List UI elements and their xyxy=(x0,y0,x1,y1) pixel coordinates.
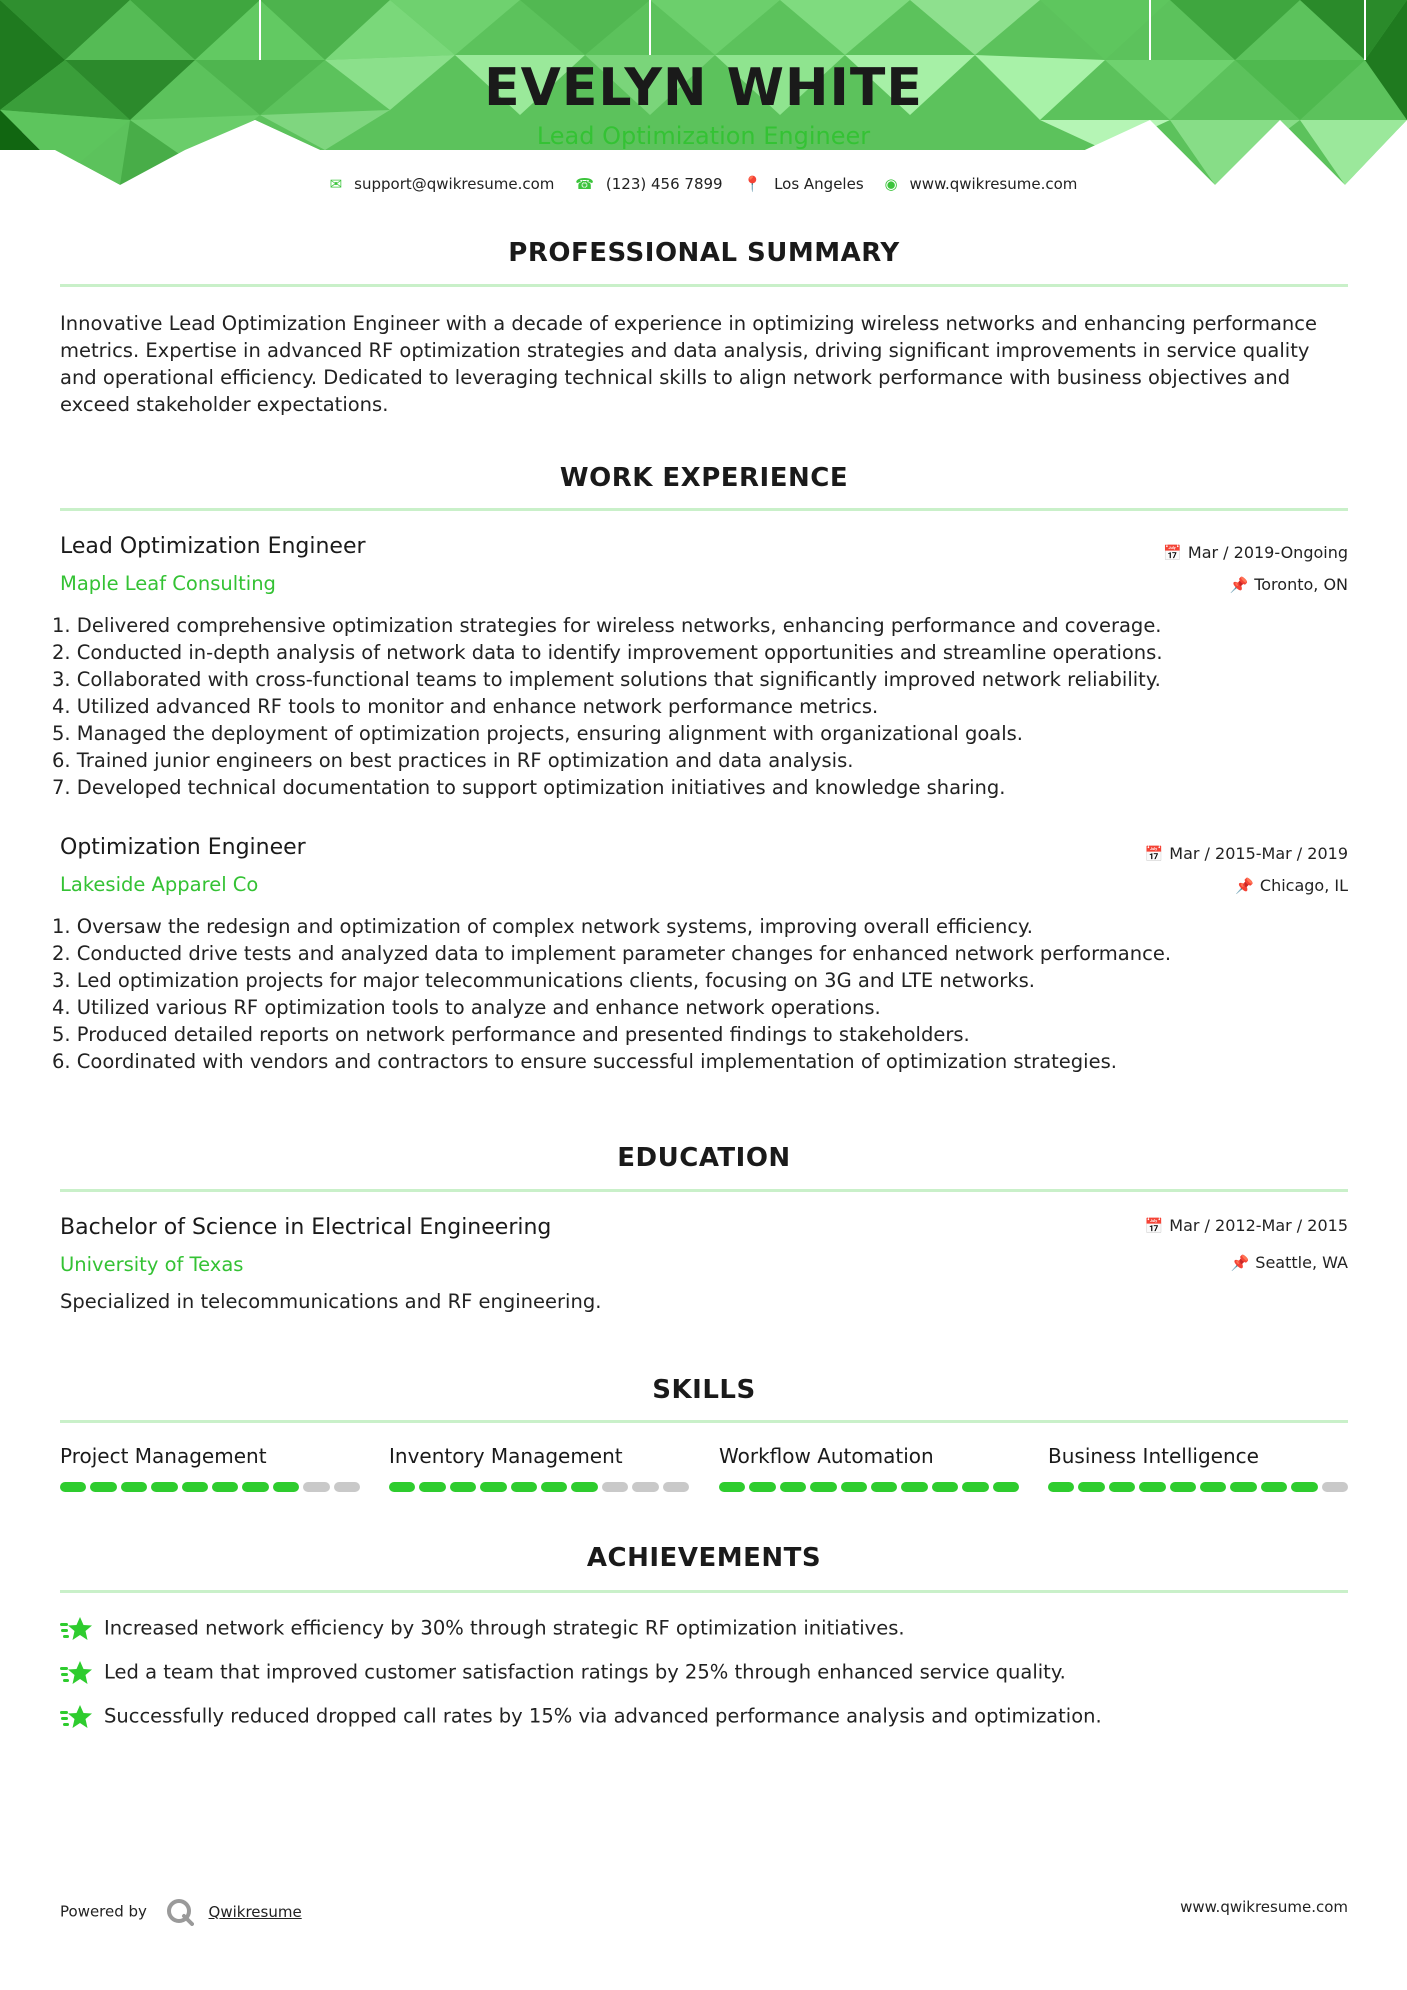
skill-segment-filled xyxy=(389,1482,415,1492)
achievements-heading: ACHIEVEMENTS xyxy=(586,1543,822,1573)
skill-level-bar xyxy=(719,1482,1019,1492)
skill-segment-filled xyxy=(511,1482,537,1492)
list-item: 6. Coordinated with vendors and contractors to ensure successful implementation of optimization strategies. xyxy=(52,1050,1117,1073)
degree-title: Bachelor of Science in Electrical Engineering xyxy=(60,1215,552,1240)
skill-segment-filled xyxy=(749,1482,775,1492)
skill-segment-filled xyxy=(719,1482,745,1492)
skill-segment-filled xyxy=(151,1482,177,1492)
skill-segment-filled xyxy=(1200,1482,1226,1492)
skill-segment-filled xyxy=(780,1482,806,1492)
achievement-item: Successfully reduced dropped call rates by 15% via advanced performance analysis and optimization. xyxy=(60,1703,1348,1731)
skill-segment-filled xyxy=(810,1482,836,1492)
skill-segment-filled xyxy=(273,1482,299,1492)
skill-segment-filled xyxy=(480,1482,506,1492)
experience-divider xyxy=(60,508,1348,511)
skill-segment-filled xyxy=(571,1482,597,1492)
envelope-icon: ✉ xyxy=(329,174,343,193)
job-bullets xyxy=(52,612,1348,801)
list-item: 6. Trained junior engineers on best practices in RF optimization and data analysis. xyxy=(52,749,854,772)
pushpin-icon: 📌 xyxy=(1230,1254,1250,1272)
list-item: 2. Conducted in-depth analysis of network data to identify improvement opportunities and streamline operations. xyxy=(52,641,1163,664)
skill-segment-filled xyxy=(1078,1482,1104,1492)
achievements-divider xyxy=(60,1590,1348,1593)
contact-bar xyxy=(0,174,1407,193)
skill-segment-filled xyxy=(121,1482,147,1492)
skill-level-bar xyxy=(60,1482,360,1492)
list-item: 1. Oversaw the redesign and optimization of complex network systems, improving overall efficiency. xyxy=(52,915,1034,938)
skill-name: Inventory Management xyxy=(389,1444,623,1468)
contact-email[interactable]: ✉ support@qwikresume.com xyxy=(329,174,555,193)
job-title: Optimization Engineer xyxy=(60,835,306,860)
qwikresume-link[interactable]: Qwikresume xyxy=(208,1902,302,1921)
skills-divider xyxy=(60,1420,1348,1423)
powered-by: Powered by Qwikresume xyxy=(60,1898,302,1926)
star-icon xyxy=(60,1659,92,1687)
skill-segment-filled xyxy=(1291,1482,1317,1492)
skill-segment-filled xyxy=(1170,1482,1196,1492)
skill-segment-filled xyxy=(182,1482,208,1492)
list-item: 7. Developed technical documentation to support optimization initiatives and knowledge sharing. xyxy=(52,776,1006,799)
summary-divider xyxy=(60,284,1348,287)
skill-segment-empty xyxy=(663,1482,689,1492)
list-item: 1. Delivered comprehensive optimization strategies for wireless networks, enhancing performance and coverage. xyxy=(52,614,1162,637)
job-location: 📌 Chicago, IL xyxy=(1235,876,1348,895)
phone-icon: ☎ xyxy=(575,174,594,193)
summary-text: Innovative Lead Optimization Engineer with a decade of experience in optimizing wireless networks and enhancing performance metrics. Expertise in advanced RF optimization strategies and data analysis, driving significant improvements in service quality and operational efficiency. Dedicated to leveraging technical skills to align network performance with business objectives and exceed stakeholder expectations. xyxy=(60,312,1317,416)
skill-segment-filled xyxy=(932,1482,958,1492)
experience-heading: WORK EXPERIENCE xyxy=(559,463,849,493)
candidate-name: EVELYN WHITE xyxy=(484,58,923,118)
education-divider xyxy=(60,1189,1348,1192)
job-dates: 📅 Mar / 2019-Ongoing xyxy=(1163,543,1348,562)
skill-name: Workflow Automation xyxy=(719,1444,934,1468)
job-company: Maple Leaf Consulting xyxy=(60,572,276,595)
skill-segment-filled xyxy=(1261,1482,1287,1492)
skill-segment-filled xyxy=(871,1482,897,1492)
skill-level-bar xyxy=(1048,1482,1348,1492)
job-bullets xyxy=(52,913,1348,1075)
list-item: 5. Produced detailed reports on network performance and presented findings to stakeholders. xyxy=(52,1023,970,1046)
skills-heading: SKILLS xyxy=(652,1375,756,1405)
pushpin-icon: 📌 xyxy=(1235,877,1254,895)
skill-segment-filled xyxy=(90,1482,116,1492)
job-location: 📌 Toronto, ON xyxy=(1229,575,1348,594)
candidate-title: Lead Optimization Engineer xyxy=(536,122,871,150)
list-item: 3. Collaborated with cross-functional teams to implement solutions that significantly improved network reliability. xyxy=(52,668,1161,691)
qwikresume-logo-icon xyxy=(166,1898,194,1926)
skill-level-bar xyxy=(389,1482,689,1492)
footer-website[interactable]: www.qwikresume.com xyxy=(1180,1898,1348,1916)
job-title: Lead Optimization Engineer xyxy=(60,534,366,559)
achievement-item: Increased network efficiency by 30% through strategic RF optimization initiatives. xyxy=(60,1615,1348,1643)
education-heading: EDUCATION xyxy=(617,1143,791,1173)
skill-segment-filled xyxy=(212,1482,238,1492)
skill-segment-empty xyxy=(303,1482,329,1492)
list-item: 2. Conducted drive tests and analyzed data to implement parameter changes for enhanced network performance. xyxy=(52,942,1172,965)
skill-segment-filled xyxy=(60,1482,86,1492)
list-item: 3. Led optimization projects for major telecommunications clients, focusing on 3G and LTE networks. xyxy=(52,969,1035,992)
skill-segment-filled xyxy=(1109,1482,1135,1492)
skill-segment-filled xyxy=(242,1482,268,1492)
job-dates: 📅 Mar / 2015-Mar / 2019 xyxy=(1144,844,1348,863)
list-item: 4. Utilized various RF optimization tools to analyze and enhance network operations. xyxy=(52,996,881,1019)
skill-segment-empty xyxy=(632,1482,658,1492)
skill-segment-filled xyxy=(993,1482,1019,1492)
list-item: 5. Managed the deployment of optimization projects, ensuring alignment with organizational goals. xyxy=(52,722,1024,745)
pushpin-icon: 📌 xyxy=(1229,576,1249,594)
map-pin-icon: 📍 xyxy=(743,174,763,193)
summary-heading: PROFESSIONAL SUMMARY xyxy=(508,238,900,268)
skill-segment-filled xyxy=(419,1482,445,1492)
skill-segment-filled xyxy=(901,1482,927,1492)
calendar-icon: 📅 xyxy=(1163,544,1182,562)
education-location: 📌 Seattle, WA xyxy=(1230,1253,1348,1272)
education-dates: 📅 Mar / 2012-Mar / 2015 xyxy=(1144,1216,1348,1235)
contact-location: 📍 Los Angeles xyxy=(743,174,864,193)
star-icon xyxy=(60,1615,92,1643)
skill-segment-filled xyxy=(1230,1482,1256,1492)
skill-segment-empty xyxy=(334,1482,360,1492)
skill-name: Project Management xyxy=(60,1444,267,1468)
school-name: University of Texas xyxy=(60,1253,244,1276)
skill-name: Business Intelligence xyxy=(1048,1444,1259,1468)
skill-segment-filled xyxy=(841,1482,867,1492)
skill-segment-filled xyxy=(1048,1482,1074,1492)
skill-segment-empty xyxy=(602,1482,628,1492)
skill-segment-filled xyxy=(541,1482,567,1492)
skill-segment-filled xyxy=(1139,1482,1165,1492)
star-icon xyxy=(60,1703,92,1731)
job-company: Lakeside Apparel Co xyxy=(60,873,259,896)
globe-icon: ◉ xyxy=(884,174,898,193)
calendar-icon: 📅 xyxy=(1144,845,1164,863)
skill-segment-filled xyxy=(962,1482,988,1492)
achievement-item: Led a team that improved customer satisfaction ratings by 25% through enhanced service quality. xyxy=(60,1659,1348,1687)
contact-phone[interactable]: ☎ (123) 456 7899 xyxy=(575,174,723,193)
skill-segment-empty xyxy=(1322,1482,1348,1492)
education-description: Specialized in telecommunications and RF engineering. xyxy=(60,1290,602,1313)
contact-website[interactable]: ◉ www.qwikresume.com xyxy=(884,174,1078,193)
calendar-icon: 📅 xyxy=(1144,1217,1164,1235)
list-item: 4. Utilized advanced RF tools to monitor and enhance network performance metrics. xyxy=(52,695,879,718)
skill-segment-filled xyxy=(450,1482,476,1492)
